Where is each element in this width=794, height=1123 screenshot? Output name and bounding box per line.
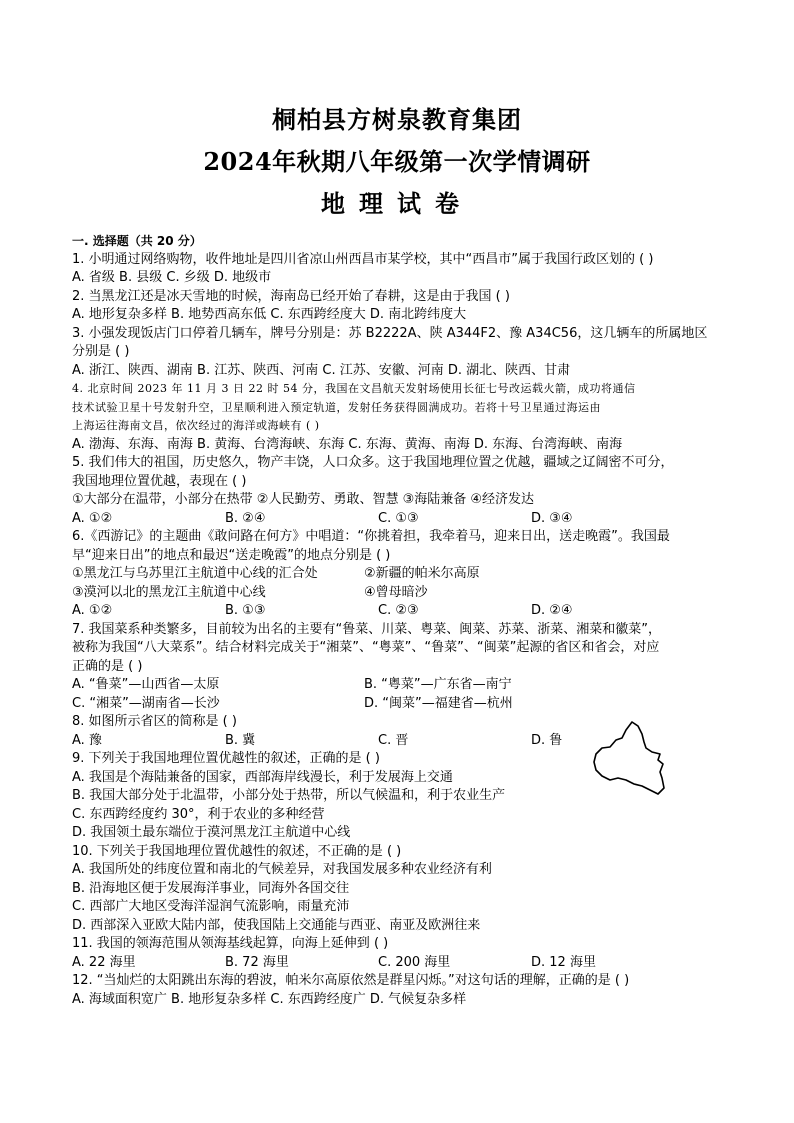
q5-option-c: C. ①③ xyxy=(378,510,419,526)
q5-stem: 5. 我们伟大的祖国，历史悠久，物产丰饶，人口众多。这于我国地理位置之优越，疆域之辽阔密不可分， xyxy=(72,455,674,470)
q7-stem-cont: 被称为我国“八大菜系”。结合材料完成关于“湘菜”、“粤菜”、“鲁菜”、“闽菜”起源的省区和省会，对应 xyxy=(72,640,660,655)
q7-options-row1 xyxy=(72,676,732,695)
q7-options-row2 xyxy=(72,695,732,714)
subject-title: 地理试卷 xyxy=(321,189,473,218)
q11-option-d: D. 12 海里 xyxy=(531,954,596,970)
q7-option-c: C. “湘菜”—湖南省—长沙 xyxy=(72,695,220,711)
province-outline-map xyxy=(588,718,666,798)
q8-option-a: A. 豫 xyxy=(72,732,102,748)
q5-stem-cont: 我国地理位置优越，表现在 ( ) xyxy=(72,473,247,489)
q3-options: A. 浙江、陕西、湖南 B. 江苏、陕西、河南 C. 江苏、安徽、河南 D. 湖北、陕西、甘肃 xyxy=(72,362,571,378)
q10-option-d: D. 西部深入亚欧大陆内部，使我国陆上交通能与西亚、南亚及欧洲往来 xyxy=(72,917,481,933)
q5-options xyxy=(72,510,732,529)
q1-options: A. 省级 B. 县级 C. 乡级 D. 地级市 xyxy=(72,270,272,285)
q11-option-b: B. 72 海里 xyxy=(225,954,289,970)
q6-option-d: D. ②④ xyxy=(531,603,573,618)
q4-stem-cont2: 上海运往海南文昌，依次经过的海洋或海峡有 ( ) xyxy=(72,419,320,432)
q3-stem: 3. 小强发现饭店门口停着几辆车，牌号分别是：苏 B2222A、陕 A344F2、豫 A34C56，这几辆车的所属地区 xyxy=(72,325,708,341)
q2-options: A. 地形复杂多样 B. 地势西高东低 C. 东西跨经度大 D. 南北跨纬度大 xyxy=(72,307,467,322)
q7-option-a: A. “鲁菜”—山西省—太原 xyxy=(72,677,220,692)
q6-item-1: ①黑龙江与乌苏里江主航道中心线的汇合处 xyxy=(72,566,318,581)
q5-option-a: A. ①② xyxy=(72,510,113,526)
q10-option-b: B. 沿海地区便于发展海洋事业，同海外各国交往 xyxy=(72,880,350,896)
q9-option-a: A. 我国是个海陆兼备的国家，西部海岸线漫长，利于发展海上交通 xyxy=(72,769,453,785)
q9-option-b: B. 我国大部分处于北温带，小部分处于热带，所以气候温和，利于农业生产 xyxy=(72,788,506,803)
q12-options: A. 海域面积宽广 B. 地形复杂多样 C. 东西跨经度广 D. 气候复杂多样 xyxy=(72,991,467,1007)
q2-stem: 2. 当黑龙江还是冰天雪地的时候，海南岛已经开始了春耕，这是由于我国 ( ) xyxy=(72,288,510,304)
section-heading: 一. 选择题（共 20 分） xyxy=(72,234,202,248)
q1-stem: 1. 小明通过网络购物，收件地址是四川省凉山州西昌市某学校，其中“西昌市”属于我国行政区划的 ( ) xyxy=(72,251,654,267)
q11-option-a: A. 22 海里 xyxy=(72,954,136,970)
q11-stem: 11. 我国的领海范围从领海基线起算，向海上延伸到 ( ) xyxy=(72,936,389,951)
exam-title: 2024年秋期八年级第一次学情调研 xyxy=(203,147,591,176)
q6-option-a: A. ①② xyxy=(72,603,113,618)
q5-option-b: B. ②④ xyxy=(225,510,266,526)
q10-option-c: C. 西部广大地区受海洋湿润气流影响，雨量充沛 xyxy=(72,899,350,914)
school-name: 桐柏县方树泉教育集团 xyxy=(272,105,522,134)
q7-option-b: B. “粤菜”—广东省—南宁 xyxy=(364,677,512,692)
q11-option-c: C. 200 海里 xyxy=(378,954,451,970)
q3-stem-cont: 分别是 ( ) xyxy=(72,344,130,359)
q4-stem: 4. 北京时间 2023 年 11 月 3 日 22 时 54 分，我国在文昌航天发射场使用长征七号改运载火箭，成功将通信 xyxy=(72,382,636,395)
q5-items: ①大部分在温带，小部分在热带 ②人民勤劳、勇敢、智慧 ③海陆兼备 ④经济发达 xyxy=(72,492,535,507)
q6-stem-cont: 早“迎来日出”的地点和最迟“送走晚霞”的地点分别是 ( ) xyxy=(72,547,391,563)
q7-option-d: D. “闽菜”—福建省—杭州 xyxy=(364,695,513,711)
q6-option-c: C. ②③ xyxy=(378,603,419,618)
q4-stem-cont: 技术试验卫星十号发射升空，卫星顺利进入预定轨道，发射任务获得圆满成功。若将十号卫星通过海运由 xyxy=(72,400,601,414)
q9-option-d: D. 我国领土最东端位于漠河黑龙江主航道中心线 xyxy=(72,825,351,840)
q6-item-4: ④曾母暗沙 xyxy=(364,584,428,600)
q11-options xyxy=(72,954,732,973)
q8-option-c: C. 晋 xyxy=(378,732,409,748)
q7-stem-cont2: 正确的是 ( ) xyxy=(72,658,143,674)
q10-option-a: A. 我国所处的纬度位置和南北的气候差异，对我国发展多种农业经济有利 xyxy=(72,862,492,877)
q8-stem: 8. 如图所示省区的简称是 ( ) xyxy=(72,714,237,729)
q6-items-row2 xyxy=(72,584,732,603)
q10-stem: 10. 下列关于我国地理位置优越性的叙述，不正确的是 ( ) xyxy=(72,843,402,859)
question-list xyxy=(72,232,732,1009)
q7-stem: 7. 我国菜系种类繁多，目前较为出名的主要有“鲁菜、川菜、粤菜、闽菜、苏菜、浙菜、湘菜和徽菜”， xyxy=(72,621,662,637)
q4-options: A. 渤海、东海、南海 B. 黄海、台湾海峡、东海 C. 东海、黄海、南海 D. 东海、台湾海峡、南海 xyxy=(72,436,623,452)
q6-options xyxy=(72,602,732,621)
q6-item-2: ②新疆的帕米尔高原 xyxy=(364,566,480,581)
province-boundary xyxy=(594,722,664,794)
q9-stem: 9. 下列关于我国地理位置优越性的叙述，正确的是 ( ) xyxy=(72,751,380,766)
q6-stem: 6.《西游记》的主题曲《敢问路在何方》中唱道：“你挑着担，我牵着马，迎来日出，送走晚霞”。我国最 xyxy=(72,529,670,544)
q8-option-b: B. 冀 xyxy=(225,732,256,748)
q6-item-3: ③漠河以北的黑龙江主航道中心线 xyxy=(72,584,266,600)
q8-option-d: D. 鲁 xyxy=(531,732,563,748)
q6-items-row1 xyxy=(72,565,732,584)
q6-option-b: B. ①③ xyxy=(225,603,266,618)
q12-stem: 12. “当灿烂的太阳跳出东海的碧波，帕米尔高原依然是群星闪烁。”对这句话的理解，正确的是 ( ) xyxy=(72,973,630,988)
q9-option-c: C. 东西跨经度约 30°，利于农业的多种经营 xyxy=(72,806,325,822)
q5-option-d: D. ③④ xyxy=(531,510,573,526)
